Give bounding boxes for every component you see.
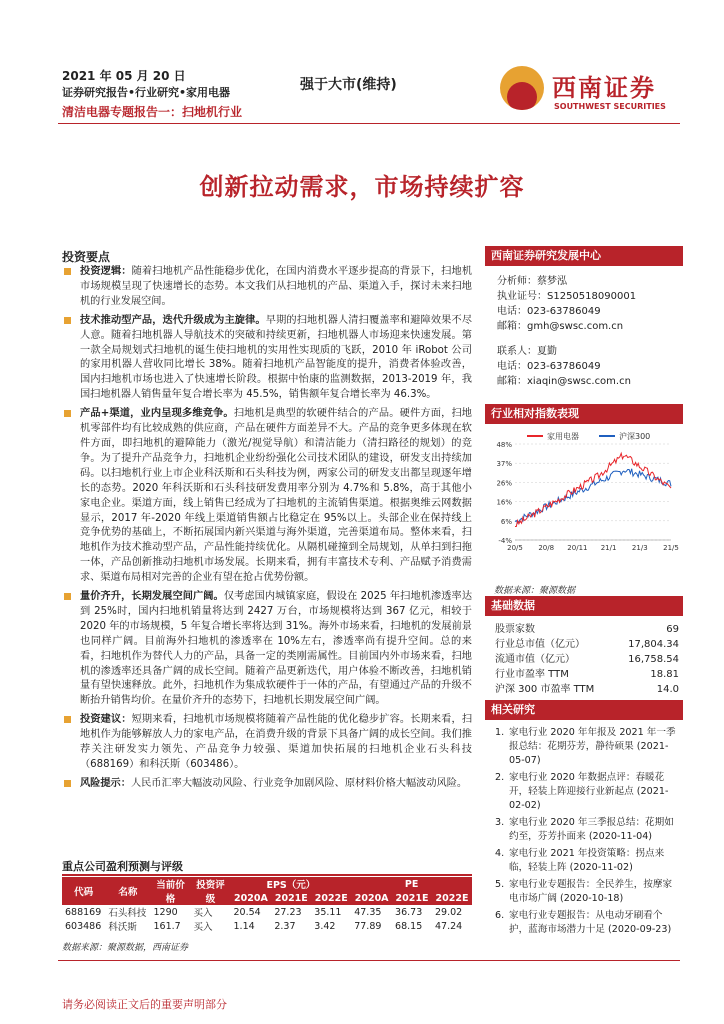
cell-code: 603486 <box>65 920 102 932</box>
bullet-icon <box>64 593 71 600</box>
legend-label: 沪深300 <box>619 432 651 441</box>
forecast-rule <box>62 874 472 876</box>
col-rating: 投资评级 <box>191 877 231 905</box>
report-category: 证券研究报告•行业研究•家用电器 <box>62 86 231 99</box>
col-year: 2020A <box>231 891 272 905</box>
col-name: 名称 <box>105 877 150 905</box>
cell-price: 1290 <box>153 906 178 918</box>
basic-row: 流通市值（亿元） 16,758.54 <box>495 654 679 665</box>
para-lead: 风险提示： <box>80 777 131 789</box>
bullet-icon <box>64 780 71 787</box>
relative-index-chart <box>485 428 683 578</box>
cell-name: 石头科技 <box>108 908 147 919</box>
bullet-icon <box>64 268 71 275</box>
y-tick-label: -4% <box>498 537 512 545</box>
col-year: 2021E <box>271 891 311 905</box>
para-text: 随着扫地机产品性能稳步优化，在国内消费水平逐步提高的背景下，扫地机市场规模呈现了快速增长的态势。本文我们从扫地机的产品、渠道入手，探讨未来扫地机的行业发展空间。 <box>80 266 473 307</box>
investment-heading: 投资要点 <box>62 250 111 264</box>
cell-eps: 35.11 <box>314 906 342 918</box>
y-tick-label: 6% <box>500 517 512 526</box>
forecast-title: 重点公司盈利预测与评级 <box>62 860 183 873</box>
col-year: 2022E <box>432 891 472 905</box>
analyst-name: 分析师：蔡梦泓 <box>497 276 567 287</box>
cell-eps: 1.14 <box>233 920 255 932</box>
col-price: 当前价格 <box>151 877 191 905</box>
industry-rating: 强于大市(维持) <box>300 77 397 93</box>
investment-para <box>62 314 472 403</box>
related-item[interactable]: 3. 家电行业 2020 年三季报总结：花期如约至，芬芳扑面来 (2020-11-04) <box>495 817 674 842</box>
contact-email[interactable]: 邮箱：xiaqin@swsc.com.cn <box>497 376 631 387</box>
cell-pe: 68.15 <box>395 920 423 932</box>
para-lead: 量价齐升，长期发展空间广阔。 <box>80 591 224 603</box>
chart-title: 行业相对指数表现 <box>485 404 683 424</box>
para-text: 仅考虑国内城镇家庭，假设在 2025 年扫地机渗透率达到 25%时，国内扫地机销量将达到 2427 万台，市场规模将达到 367 亿元，相较于 2020 年的市场规模，5 年复合增长率将达到 31%。海外市场来看，扫地机的发展前景也同样广阔。目前海外扫地机的渗透率在 10%左右，渗透率尚有提升空间。总的来看，扫地机作为替代人力的产品，具备一定的类刚需属性。目前国内外市场来看，扫地机的渗透率还具备广阔的成长空间。随着产品更新迭代，用户体验不断改善，扫地机销量有望快速释放。此外，扫地机作为集成软硬件于一体的产品，有望通过产品的升级不断抬升销售均价。在量价齐升的态势下，扫地机长期发展空间广阔。 <box>80 591 473 707</box>
report-series: 清洁电器专题报告一：扫地机行业 <box>62 105 243 119</box>
analyst-email[interactable]: 邮箱：gmh@swsc.com.cn <box>497 321 624 332</box>
related-item[interactable]: 1. 家电行业 2020 年年报及 2021 年一季报总结：花期芬芳，静待硕果 (2021-05-07) <box>495 727 676 766</box>
related-item[interactable]: 6. 家电行业专题报告：从电动牙刷看个护，蓝海市场潜力十足 (2020-09-23) <box>495 910 672 935</box>
forecast-source: 数据来源：聚源数据，西南证券 <box>62 943 189 953</box>
para-lead: 产品+渠道，业内呈现多维竞争。 <box>80 408 234 420</box>
cell-pe: 47.24 <box>434 920 463 932</box>
analyst-license: 执业证号：S1250518090001 <box>497 291 637 302</box>
cell-pe: 36.73 <box>395 906 423 918</box>
col-eps: EPS（元） <box>231 877 352 891</box>
analyst-phone: 电话：023-63786049 <box>497 306 601 317</box>
brand-logo <box>494 62 684 120</box>
x-tick-label: 20/8 <box>538 544 555 552</box>
basic-row: 行业总市值（亿元） 17,804.34 <box>495 639 679 650</box>
contact-name: 联系人：夏勤 <box>497 346 557 357</box>
header-divider <box>58 123 680 124</box>
brand-name-en: SOUTHWEST SECURITIES <box>554 102 666 111</box>
report-date: 2021 年 05 月 20 日 <box>62 69 186 83</box>
chart-section <box>485 404 683 424</box>
cell-eps: 2.37 <box>274 920 296 932</box>
col-year: 2020A <box>351 891 392 905</box>
series-line-home-appliance <box>515 453 671 526</box>
cell-pe: 47.35 <box>354 906 382 918</box>
x-tick-label: 21/3 <box>631 544 648 552</box>
investment-para <box>62 713 472 773</box>
cell-eps: 3.42 <box>314 920 336 932</box>
para-lead: 投资建议： <box>80 714 132 726</box>
col-year: 2021E <box>392 891 432 905</box>
table-row <box>62 905 472 919</box>
basic-row: 沪深 300 市盈率 TTM 14.0 <box>495 684 679 695</box>
col-pe: PE <box>351 877 472 891</box>
x-tick-label: 21/5 <box>663 544 679 552</box>
forecast-table <box>62 877 472 933</box>
y-tick-label: 16% <box>496 498 512 507</box>
footer-disclaimer: 请务必阅读正文后的重要声明部分 <box>62 998 227 1011</box>
related-item[interactable]: 2. 家电行业 2020 年数据点评：春暖花开，轻装上阵迎接行业新起点 (2021-02-02) <box>495 772 669 811</box>
basic-data <box>485 596 683 697</box>
x-tick-label: 20/5 <box>507 544 523 552</box>
para-text: 短期来看，扫地机市场规模将随着产品性能的优化稳步扩容。长期来看，扫地机作为能够解放人力的家电产品，在消费升级的背景下具备广阔的成长空间。我们推荐关注研发实力领先、产品竞争力较强、渠道加快拓展的扫地机企业石头科技（688169）和科沃斯（603486）。 <box>80 714 473 770</box>
para-lead: 技术推动型产品，迭代升级成为主旋律。 <box>80 314 266 326</box>
related-research <box>485 700 683 940</box>
cell-price: 161.7 <box>153 920 181 932</box>
y-tick-label: 26% <box>496 479 512 488</box>
related-item[interactable]: 5. 家电行业专题报告：全民养生，按摩家电市场广阔 (2020-10-18) <box>495 879 673 904</box>
y-tick-label: 37% <box>496 460 512 469</box>
research-center <box>485 246 683 389</box>
cell-rating: 买入 <box>193 908 213 919</box>
basic-row: 股票家数 69 <box>495 624 679 635</box>
para-text: 人民币汇率大幅波动风险、行业竞争加剧风险、原材料价格大幅波动风险。 <box>130 777 468 789</box>
cell-name: 科沃斯 <box>108 922 137 933</box>
related-title: 相关研究 <box>485 700 683 720</box>
bullet-icon <box>64 716 71 723</box>
basic-title: 基础数据 <box>485 596 683 616</box>
investment-body <box>62 265 472 796</box>
investment-para <box>62 265 472 310</box>
table-row <box>62 919 472 933</box>
cell-eps: 20.54 <box>233 906 261 918</box>
x-tick-label: 21/1 <box>600 544 617 552</box>
para-text: 早期的扫地机器人清扫覆盖率和避障效果不尽人意。随着扫地机器人导航技术的突破和持续更新，扫地机器人市场迎来快速发展。第一款全局规划式扫地机的诞生使扫地机的实用性实现质的飞跃，2010 年 iRobot 公司的家用机器人营收同比增长 38%。随着扫地机产品智能度的提升，消费者体验改善，国内扫地机市场也进入了快速增长阶段。根据中怡康的监测数据，2013-2019 年，我国扫地机器人销售量年复合增长率为 45.5%，销售额年复合增长率为 46.3%。 <box>80 314 473 401</box>
bullet-icon <box>64 317 71 324</box>
para-lead: 投资逻辑： <box>80 266 132 277</box>
related-item[interactable]: 4. 家电行业 2021 年投资策略：拐点来临，轻装上阵 (2020-11-02) <box>495 848 665 873</box>
page-title: 创新拉动需求，市场持续扩容 <box>199 173 525 201</box>
cell-rating: 买入 <box>193 922 213 933</box>
brand-name-cn: 西南证券 <box>552 74 656 102</box>
x-tick-label: 20/11 <box>567 544 588 552</box>
cell-eps: 27.23 <box>274 906 302 918</box>
cell-code: 688169 <box>65 906 102 918</box>
col-year: 2022E <box>311 891 351 905</box>
basic-row: 行业市盈率 TTM 18.81 <box>495 669 679 680</box>
y-tick-label: 48% <box>496 441 512 449</box>
cell-pe: 29.02 <box>434 906 463 918</box>
logo-emblem-icon <box>500 66 544 110</box>
col-code: 代码 <box>62 877 105 905</box>
investment-para <box>62 590 472 709</box>
footer-divider <box>58 960 680 961</box>
bullet-icon <box>64 410 71 417</box>
investment-para <box>62 407 472 586</box>
cell-pe: 77.89 <box>354 920 382 932</box>
para-text: 扫地机是典型的软硬件结合的产品。硬件方面，扫地机零部件均有比较成熟的供应商，产品在硬件方面差异不大。产品的竞争更多体现在软件方面，即扫地机的避障能力（激光/视觉导航）和清洁能力（清扫路径的规划）的竞争。为了提升产品竞争力，扫地机企业纷纷强化公司技术团队的建设，研发支出持续加码。以扫地机行业上市企业科沃斯和石头科技为例，两家公司的研发支出都呈现逐年增长的态势。2020 年科沃斯和石头科技研发费用率分别为 4.7%和 5.8%，高于其他小家电企业。渠道方面，线上销售已经成为了扫地机的主流销售渠道。根据奥维云网数据显示，2017 年-2020 年线上渠道销售额占比稳定在 95%以上。头部企业在保持线上竞争优势的基础上，不断拓展国内新兴渠道与海外渠道，完善渠道布局。整体来看，扫地机作为技术推动型产品，产品性能持续优化。从隔机碰撞到全局规划，从单扫到扫拖一体，产品创新推动扫地机市场发展。长期来看，拥有丰富技术专利、产品赋予消费需求、渠道布局相对完善的企业有望在抢占优势份额。 <box>80 408 472 584</box>
investment-para <box>62 777 472 792</box>
contact-phone: 电话：023-63786049 <box>497 361 601 372</box>
chart-source: 数据来源：聚源数据 <box>494 586 576 596</box>
legend-label: 家用电器 <box>547 432 579 441</box>
series-line-hs300 <box>515 469 671 523</box>
center-title: 西南证券研究发展中心 <box>485 246 683 266</box>
